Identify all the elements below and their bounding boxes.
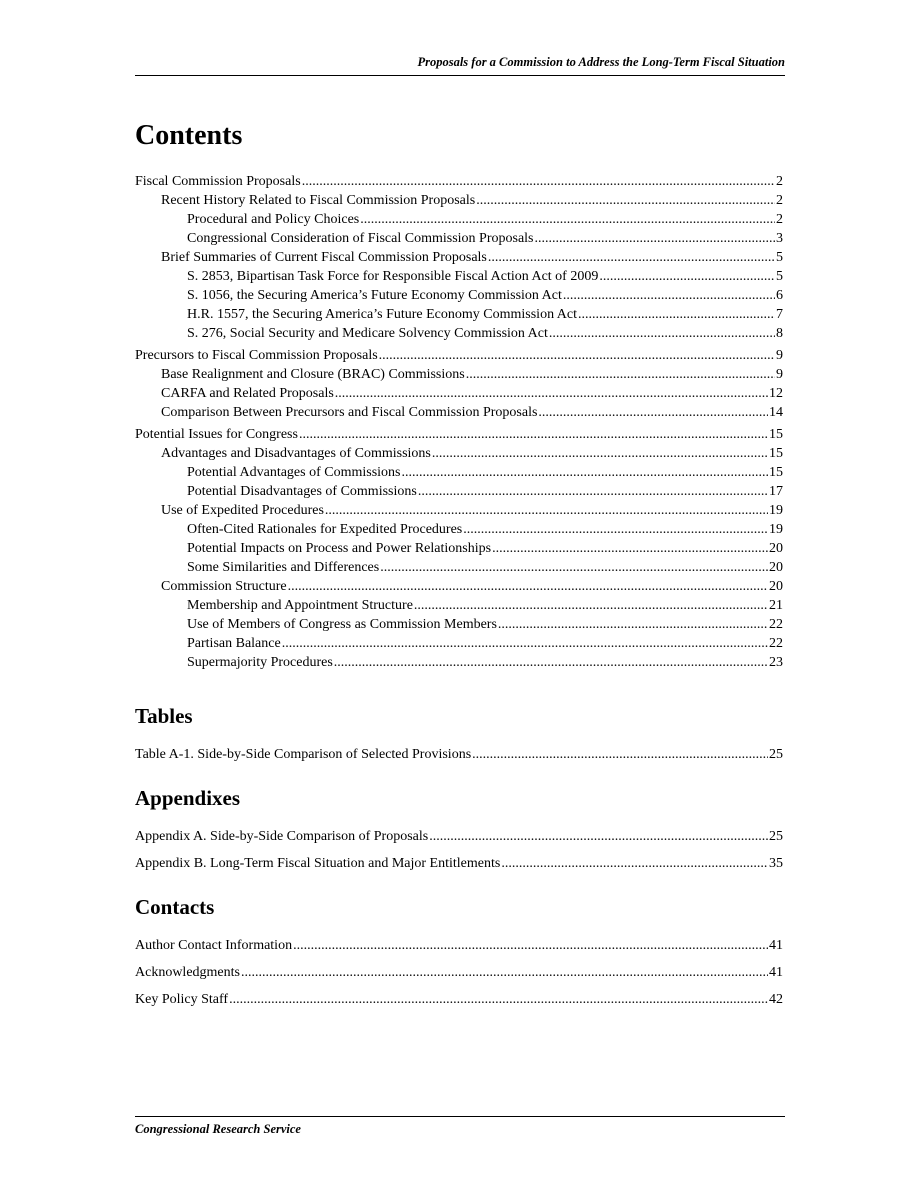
toc-leader-dots xyxy=(498,615,768,634)
toc-entry-title[interactable]: Potential Impacts on Process and Power Relationships xyxy=(187,541,492,556)
toc-entry-page[interactable]: 19 xyxy=(769,503,783,518)
toc-leader-dots xyxy=(380,558,768,577)
toc-leader-dots xyxy=(501,854,768,873)
toc-entry-title[interactable]: Use of Expedited Procedures xyxy=(161,503,324,518)
running-footer-text: Congressional Research Service xyxy=(135,1122,301,1136)
toc-entry-page[interactable]: 15 xyxy=(769,446,783,461)
toc-entry-title[interactable]: Commission Structure xyxy=(161,579,287,594)
contacts-list xyxy=(135,936,783,1009)
toc-entry-page[interactable]: 2 xyxy=(776,193,783,208)
toc-entry[interactable] xyxy=(135,267,783,286)
toc-entry-page[interactable]: 22 xyxy=(769,617,783,632)
toc-entry[interactable] xyxy=(135,596,783,615)
toc-entry-title[interactable]: Potential Issues for Congress xyxy=(135,427,298,442)
toc-entry-page[interactable]: 41 xyxy=(769,938,783,953)
toc-entry[interactable] xyxy=(135,577,783,596)
toc-leader-dots xyxy=(379,346,775,365)
toc-entry-page[interactable]: 15 xyxy=(769,427,783,442)
toc-entry[interactable] xyxy=(135,482,783,501)
toc-entry-title[interactable]: Advantages and Disadvantages of Commissions xyxy=(161,446,431,461)
tables-heading: Tables xyxy=(135,704,193,728)
toc-entry-title[interactable]: Supermajority Procedures xyxy=(187,655,333,670)
toc-entry-title[interactable]: Fiscal Commission Proposals xyxy=(135,174,301,189)
toc-entry-title[interactable]: Precursors to Fiscal Commission Proposals xyxy=(135,348,378,363)
toc-entry-page[interactable]: 19 xyxy=(769,522,783,537)
toc-entry-title[interactable]: Congressional Consideration of Fiscal Commission Proposals xyxy=(187,231,534,246)
toc-entry-title[interactable]: Some Similarities and Differences xyxy=(187,560,380,575)
toc-entry[interactable] xyxy=(135,558,783,577)
toc-entry-title[interactable]: Potential Advantages of Commissions xyxy=(187,465,401,480)
toc-entry-title[interactable]: Often-Cited Rationales for Expedited Procedures xyxy=(187,522,463,537)
toc-entry-title[interactable]: Key Policy Staff xyxy=(135,992,229,1007)
toc-entry-title[interactable]: Author Contact Information xyxy=(135,938,293,953)
running-footer xyxy=(135,1116,785,1137)
toc-entry[interactable] xyxy=(135,286,783,305)
contacts-section xyxy=(135,895,783,1009)
toc-entry-page[interactable]: 23 xyxy=(769,655,783,670)
toc-leader-dots xyxy=(293,936,768,955)
toc-leader-dots xyxy=(299,425,768,444)
toc-entry-page[interactable]: 15 xyxy=(769,465,783,480)
toc-entry[interactable] xyxy=(135,444,783,463)
toc-leader-dots xyxy=(563,286,775,305)
toc-entry-title[interactable]: S. 1056, the Securing America’s Future Economy Commission Act xyxy=(187,288,562,303)
appendixes-heading: Appendixes xyxy=(135,786,241,810)
toc-leader-dots xyxy=(492,539,768,558)
toc-entry-title[interactable]: Brief Summaries of Current Fiscal Commission Proposals xyxy=(161,250,487,265)
toc-entry-title[interactable]: Membership and Appointment Structure xyxy=(187,598,413,613)
toc-leader-dots xyxy=(414,596,768,615)
toc-leader-dots xyxy=(476,191,775,210)
toc-leader-dots xyxy=(535,229,776,248)
toc-leader-dots xyxy=(241,963,768,982)
toc-entry-page[interactable]: 14 xyxy=(769,405,783,420)
toc-entry[interactable] xyxy=(135,229,783,248)
toc-entry-page[interactable]: 2 xyxy=(776,174,783,189)
toc-entry-page[interactable]: 3 xyxy=(776,231,783,246)
toc-entry-title[interactable]: Procedural and Policy Choices xyxy=(187,212,360,227)
toc-entry-page[interactable]: 5 xyxy=(776,250,783,265)
toc-entry[interactable] xyxy=(135,615,783,634)
toc-entry-title[interactable]: Appendix A. Side-by-Side Comparison of Proposals xyxy=(135,829,429,844)
toc-entry-page[interactable]: 5 xyxy=(776,269,783,284)
toc-entry-title[interactable]: Partisan Balance xyxy=(187,636,281,651)
toc-entry[interactable] xyxy=(135,210,783,229)
toc-entry[interactable] xyxy=(135,425,783,444)
toc-entry[interactable] xyxy=(135,827,783,846)
toc-entry-title[interactable]: Comparison Between Precursors and Fiscal Commission Proposals xyxy=(161,405,538,420)
contacts-heading: Contacts xyxy=(135,895,215,919)
toc-entry[interactable] xyxy=(135,634,783,653)
toc-entry[interactable] xyxy=(135,384,783,403)
toc-entry[interactable] xyxy=(135,172,783,191)
toc-entry-page[interactable]: 6 xyxy=(776,288,783,303)
toc-entry[interactable] xyxy=(135,403,783,422)
toc-entry[interactable] xyxy=(135,539,783,558)
toc-entry[interactable] xyxy=(135,191,783,210)
toc-entry[interactable] xyxy=(135,463,783,482)
running-header-title: Proposals for a Commission to Address the Long-Term Fiscal Situation xyxy=(417,55,785,69)
toc-entry[interactable] xyxy=(135,854,783,873)
toc-leader-dots xyxy=(432,444,768,463)
toc-leader-dots xyxy=(466,365,775,384)
table-of-contents xyxy=(135,120,783,1017)
toc-entry-title[interactable]: Acknowledgments xyxy=(135,965,240,980)
tables-list xyxy=(135,745,783,764)
toc-entry[interactable] xyxy=(135,305,783,324)
toc-entry-page[interactable]: 17 xyxy=(769,484,783,499)
toc-leader-dots xyxy=(282,634,768,653)
toc-entry[interactable] xyxy=(135,963,783,982)
toc-entry[interactable] xyxy=(135,520,783,539)
toc-entry-title[interactable]: S. 2853, Bipartisan Task Force for Responsible Fiscal Action Act of 2009 xyxy=(187,269,599,284)
appendixes-list xyxy=(135,827,783,873)
toc-entry-title[interactable]: Appendix B. Long-Term Fiscal Situation and Major Entitlements xyxy=(135,856,501,871)
toc-entry-title[interactable]: S. 276, Social Security and Medicare Solvency Commission Act xyxy=(187,326,548,341)
toc-entry-page[interactable]: 2 xyxy=(776,212,783,227)
toc-entry-title[interactable]: Base Realignment and Closure (BRAC) Commissions xyxy=(161,367,465,382)
toc-entry-page[interactable]: 8 xyxy=(776,326,783,341)
toc-leader-dots xyxy=(288,577,768,596)
toc-entry-page[interactable]: 25 xyxy=(769,747,783,762)
toc-entry-title[interactable]: CARFA and Related Proposals xyxy=(161,386,334,401)
toc-entry-page[interactable]: 22 xyxy=(769,636,783,651)
appendixes-section xyxy=(135,786,783,873)
toc-entry-page[interactable]: 21 xyxy=(769,598,783,613)
toc-leader-dots xyxy=(418,482,768,501)
toc-leader-dots xyxy=(599,267,775,286)
toc-entry[interactable] xyxy=(135,346,783,365)
toc-entry[interactable] xyxy=(135,990,783,1009)
toc-leader-dots xyxy=(335,384,768,403)
toc-entry[interactable] xyxy=(135,248,783,267)
toc-entry-page[interactable]: 35 xyxy=(769,856,783,871)
toc-entry-title[interactable]: H.R. 1557, the Securing America’s Future Economy Commission Act xyxy=(187,307,578,322)
toc-leader-dots xyxy=(325,501,768,520)
contents-list xyxy=(135,172,783,672)
toc-entry[interactable] xyxy=(135,745,783,764)
toc-entry-title[interactable]: Potential Disadvantages of Commissions xyxy=(187,484,417,499)
toc-entry-page[interactable]: 9 xyxy=(776,348,783,363)
toc-entry-page[interactable]: 20 xyxy=(769,579,783,594)
toc-entry[interactable] xyxy=(135,365,783,384)
toc-leader-dots xyxy=(549,324,775,343)
toc-entry-page[interactable]: 12 xyxy=(769,386,783,401)
running-header xyxy=(135,55,785,76)
toc-leader-dots xyxy=(402,463,769,482)
toc-entry-page[interactable]: 20 xyxy=(769,560,783,575)
toc-entry-page[interactable]: 42 xyxy=(769,992,783,1007)
toc-leader-dots xyxy=(429,827,768,846)
toc-leader-dots xyxy=(229,990,768,1009)
toc-entry-page[interactable]: 25 xyxy=(769,829,783,844)
toc-entry[interactable] xyxy=(135,936,783,955)
toc-entry-page[interactable]: 9 xyxy=(776,367,783,382)
toc-entry-page[interactable]: 7 xyxy=(776,307,783,322)
toc-entry[interactable] xyxy=(135,324,783,343)
toc-entry[interactable] xyxy=(135,501,783,520)
toc-leader-dots xyxy=(463,520,768,539)
toc-entry-title[interactable]: Recent History Related to Fiscal Commission Proposals xyxy=(161,193,476,208)
toc-entry-title[interactable]: Table A-1. Side-by-Side Comparison of Selected Provisions xyxy=(135,747,472,762)
toc-leader-dots xyxy=(578,305,775,324)
toc-entry-page[interactable]: 20 xyxy=(769,541,783,556)
toc-leader-dots xyxy=(488,248,775,267)
toc-leader-dots xyxy=(360,210,775,229)
toc-entry-page[interactable]: 41 xyxy=(769,965,783,980)
toc-leader-dots xyxy=(334,653,768,672)
tables-section xyxy=(135,704,783,764)
toc-entry-title[interactable]: Use of Members of Congress as Commission Members xyxy=(187,617,497,632)
toc-leader-dots xyxy=(538,403,768,422)
toc-leader-dots xyxy=(302,172,775,191)
toc-entry[interactable] xyxy=(135,653,783,672)
toc-leader-dots xyxy=(472,745,768,764)
contents-heading: Contents xyxy=(135,120,243,151)
